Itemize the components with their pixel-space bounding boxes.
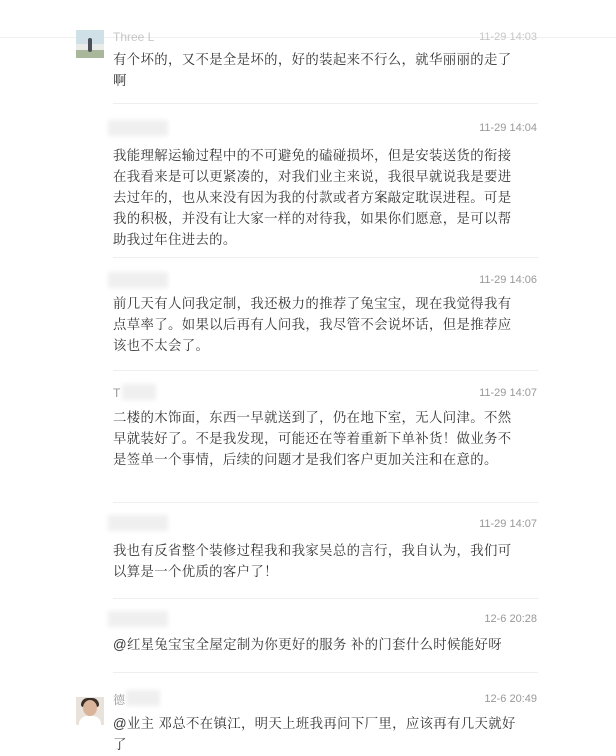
timestamp: 11-29 14:03 (479, 31, 537, 43)
comment-text: @红星兔宝宝全屋定制为你更好的服务 补的门套什么时候能好呀 (113, 637, 503, 652)
comment-text: 我能理解运输过程中的不可避免的磕碰损坏，但是安装送货的衔接在我看来是可以更紧凑的，对我们业主来说，我很早就说我是要进去过年的，也从来没有因为我的付款或者方案敲定耽误进程。可是我的积极，并没有让大家一样的对待我，如果你们愿意，是可以帮助我过年住进去的。 (113, 148, 512, 247)
comment-text: 有个坏的，又不是全是坏的，好的装起来不行么，就华丽丽的走了啊 (113, 52, 512, 88)
blurred-author (122, 384, 156, 400)
divider (113, 672, 538, 673)
timestamp: 12-6 20:28 (484, 613, 537, 625)
comment-text: 二楼的木饰面，东西一早就送到了，仍在地下室，无人问津。不然早就装好了。不是我发现，可能还在等着重新下单补货！做业务不是签单一个事情，后续的问题才是我们客户更加关注和在意的。 (113, 410, 512, 467)
comment-text: @业主 邓总不在镇江，明天上班我再问下厂里，应该再有几天就好了 (113, 716, 516, 752)
blurred-author (108, 120, 168, 136)
divider (113, 370, 538, 371)
timestamp: 12-6 20:49 (484, 693, 537, 705)
avatar[interactable] (76, 697, 104, 725)
author-name[interactable]: 德 (113, 693, 126, 707)
timestamp: 11-29 14:06 (479, 274, 537, 286)
blurred-author (108, 515, 168, 531)
comment-text: 前几天有人问我定制，我还极力的推荐了兔宝宝，现在我觉得我有点草率了。如果以后再有人问我，我尽管不会说坏话，但是推荐应该也不太会了。 (113, 296, 512, 353)
author-name[interactable]: Three L (113, 30, 155, 44)
divider (113, 103, 538, 104)
timestamp: 11-29 14:07 (479, 387, 537, 399)
divider (113, 502, 538, 503)
author-name[interactable]: T (113, 386, 121, 400)
blurred-author (108, 272, 168, 288)
avatar[interactable] (76, 30, 104, 58)
timestamp: 11-29 14:07 (479, 518, 537, 530)
divider (113, 598, 538, 599)
comment-text: 我也有反省整个装修过程我和我家吴总的言行，我自认为，我们可以算是一个优质的客户了！ (113, 543, 512, 579)
blurred-author (126, 690, 160, 706)
blurred-author (108, 611, 168, 627)
divider (113, 257, 538, 258)
timestamp: 11-29 14:04 (479, 122, 537, 134)
